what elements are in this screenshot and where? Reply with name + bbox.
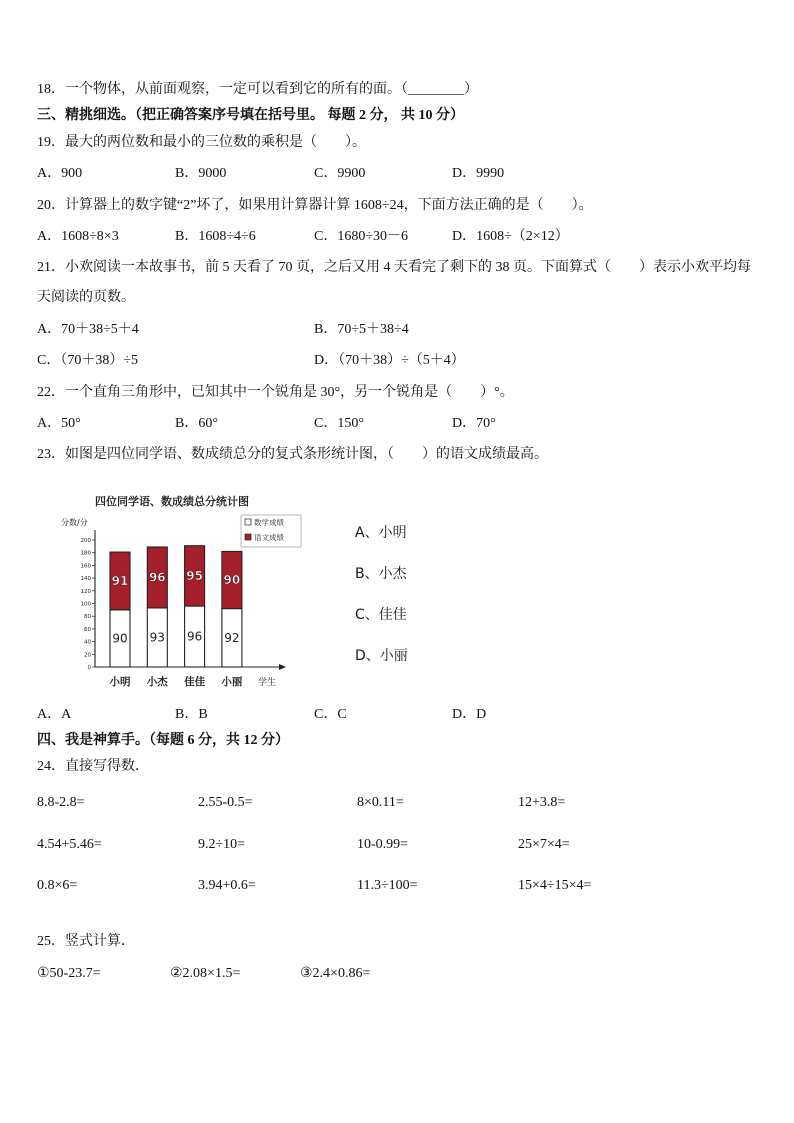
question-20-stem: 20．计算器上的数字键“2”坏了，如果用计算器计算 1608÷24，下面方法正确的是（ ）。 xyxy=(37,198,593,213)
bar-value-label: 90 xyxy=(112,631,128,646)
y-axis-label: 分数/分 xyxy=(61,518,88,527)
bar-value-label: 92 xyxy=(224,630,240,645)
y-tick-label: 60 xyxy=(84,626,91,633)
question-20-option-a: A．1608÷8×3 xyxy=(37,229,119,244)
question-21-stem: 21．小欢阅读一本故事书，前 5 天看了 70 页，之后又用 4 天看完了剩下的 38 页。下面算式（ ）表示小欢平均每天阅读的页数。 xyxy=(37,260,751,305)
legend-swatch-math xyxy=(245,519,251,525)
question-24-stem: 24．直接写得数． xyxy=(37,759,149,774)
question-23-option-d: D．D xyxy=(452,707,487,722)
y-tick-label: 80 xyxy=(84,614,91,621)
calc-item: 11.3÷100= xyxy=(357,878,418,893)
question-23-option-a: A．A xyxy=(37,707,72,722)
chart-title: 四位同学语、数成绩总分统计图 xyxy=(95,495,249,508)
question-22-option-c: C．150° xyxy=(314,416,364,431)
bar-value-label: 93 xyxy=(149,630,165,645)
calc-item: 9.2÷10= xyxy=(198,837,246,852)
y-tick-label: 0 xyxy=(87,665,91,671)
calc-item: 8×0.11= xyxy=(357,795,404,810)
bar-value-label: 91 xyxy=(111,573,129,588)
calc-item: 3.94+0.6= xyxy=(198,878,256,893)
question-19-option-c: C．9900 xyxy=(314,166,366,181)
question-22-option-d: D．70° xyxy=(452,416,496,431)
chart-choice-b: B、小杰 xyxy=(355,566,407,582)
calc-item: 10-0.99= xyxy=(357,837,409,852)
question-21-option-a: A．70＋38÷5＋4 xyxy=(37,322,139,337)
question-25-stem: 25．竖式计算． xyxy=(37,934,135,949)
calc-item: 0.8×6= xyxy=(37,878,78,893)
question-19-option-d: D．9990 xyxy=(452,166,505,181)
category-label: 佳佳 xyxy=(184,676,206,688)
category-label: 小明 xyxy=(109,676,131,688)
category-label: 小丽 xyxy=(221,676,243,688)
bar-value-label: 95 xyxy=(186,568,203,583)
section-4-heading: 四、我是神算手。（每题 6 分，共 12 分） xyxy=(37,733,289,748)
question-21-option-c: C．（70＋38）÷5 xyxy=(37,353,139,368)
question-19-option-a: A．900 xyxy=(37,166,83,181)
section-3-heading: 三、精挑细选。（把正确答案序号填在括号里。 每题 2 分， 共 10 分） xyxy=(37,108,464,123)
y-tick-label: 120 xyxy=(80,588,91,595)
calc-item: 12+3.8= xyxy=(518,795,566,810)
vertical-calc-item-1: ①50-23.7= xyxy=(37,966,101,981)
question-19-option-b: B．9000 xyxy=(175,166,227,181)
bar-value-label: 96 xyxy=(186,629,203,644)
y-tick-label: 140 xyxy=(80,576,91,583)
chart-choice-c: C、佳佳 xyxy=(355,607,407,623)
x-axis-label: 学生 xyxy=(257,678,277,688)
calc-item: 25×7×4= xyxy=(518,837,570,852)
question-19-stem: 19．最大的两位数和最小的三位数的乘积是（ ）。 xyxy=(37,135,366,150)
y-tick-label: 200 xyxy=(80,538,91,544)
question-21-option-d: D．（70＋38）÷（5＋4） xyxy=(314,353,465,368)
legend-label: 语文成绩 xyxy=(254,533,284,542)
question-20-option-d: D．1608÷（2×12） xyxy=(452,229,569,244)
category-label: 小杰 xyxy=(146,676,168,688)
bar-value-label: 90 xyxy=(223,573,241,588)
question-22-option-a: A．50° xyxy=(37,416,81,431)
question-20-option-c: C．1680÷30－6 xyxy=(314,229,409,244)
vertical-calc-item-2: ②2.08×1.5= xyxy=(170,966,241,981)
y-tick-label: 100 xyxy=(80,601,91,608)
y-tick-label: 180 xyxy=(80,550,91,557)
chart-choice-a: A、小明 xyxy=(355,525,407,541)
question-22-stem: 22．一个直角三角形中，已知其中一个锐角是 30°，另一个锐角是（ ）°。 xyxy=(37,385,514,400)
calc-item: 8.8-2.8= xyxy=(37,795,85,810)
x-axis-arrow-icon xyxy=(279,664,286,670)
legend-label: 数学成绩 xyxy=(254,518,284,527)
question-23-option-b: B．B xyxy=(175,707,208,722)
y-tick-label: 20 xyxy=(84,652,91,659)
y-tick-label: 40 xyxy=(84,639,91,646)
question-23-option-c: C．C xyxy=(314,707,347,722)
question-23-stem: 23．如图是四位同学语、数成绩总分的复式条形统计图，（ ）的语文成绩最高。 xyxy=(37,447,548,462)
chart-choice-d: D、小丽 xyxy=(355,648,408,664)
bar-value-label: 96 xyxy=(148,570,166,585)
legend-swatch-chinese xyxy=(245,534,251,540)
calc-item: 4.54+5.46= xyxy=(37,837,102,852)
y-tick-label: 160 xyxy=(80,563,91,570)
question-20-option-b: B．1608÷4÷6 xyxy=(175,229,256,244)
score-stacked-bar-chart xyxy=(55,488,305,693)
calc-item: 2.55-0.5= xyxy=(198,795,253,810)
question-18: 18．一个物体，从前面观察，一定可以看到它的所有的面。（________） xyxy=(37,82,478,97)
question-21-option-b: B．70÷5＋38÷4 xyxy=(314,322,409,337)
calc-item: 15×4÷15×4= xyxy=(518,878,592,893)
question-22-option-b: B．60° xyxy=(175,416,218,431)
vertical-calc-item-3: ③2.4×0.86= xyxy=(300,966,371,981)
